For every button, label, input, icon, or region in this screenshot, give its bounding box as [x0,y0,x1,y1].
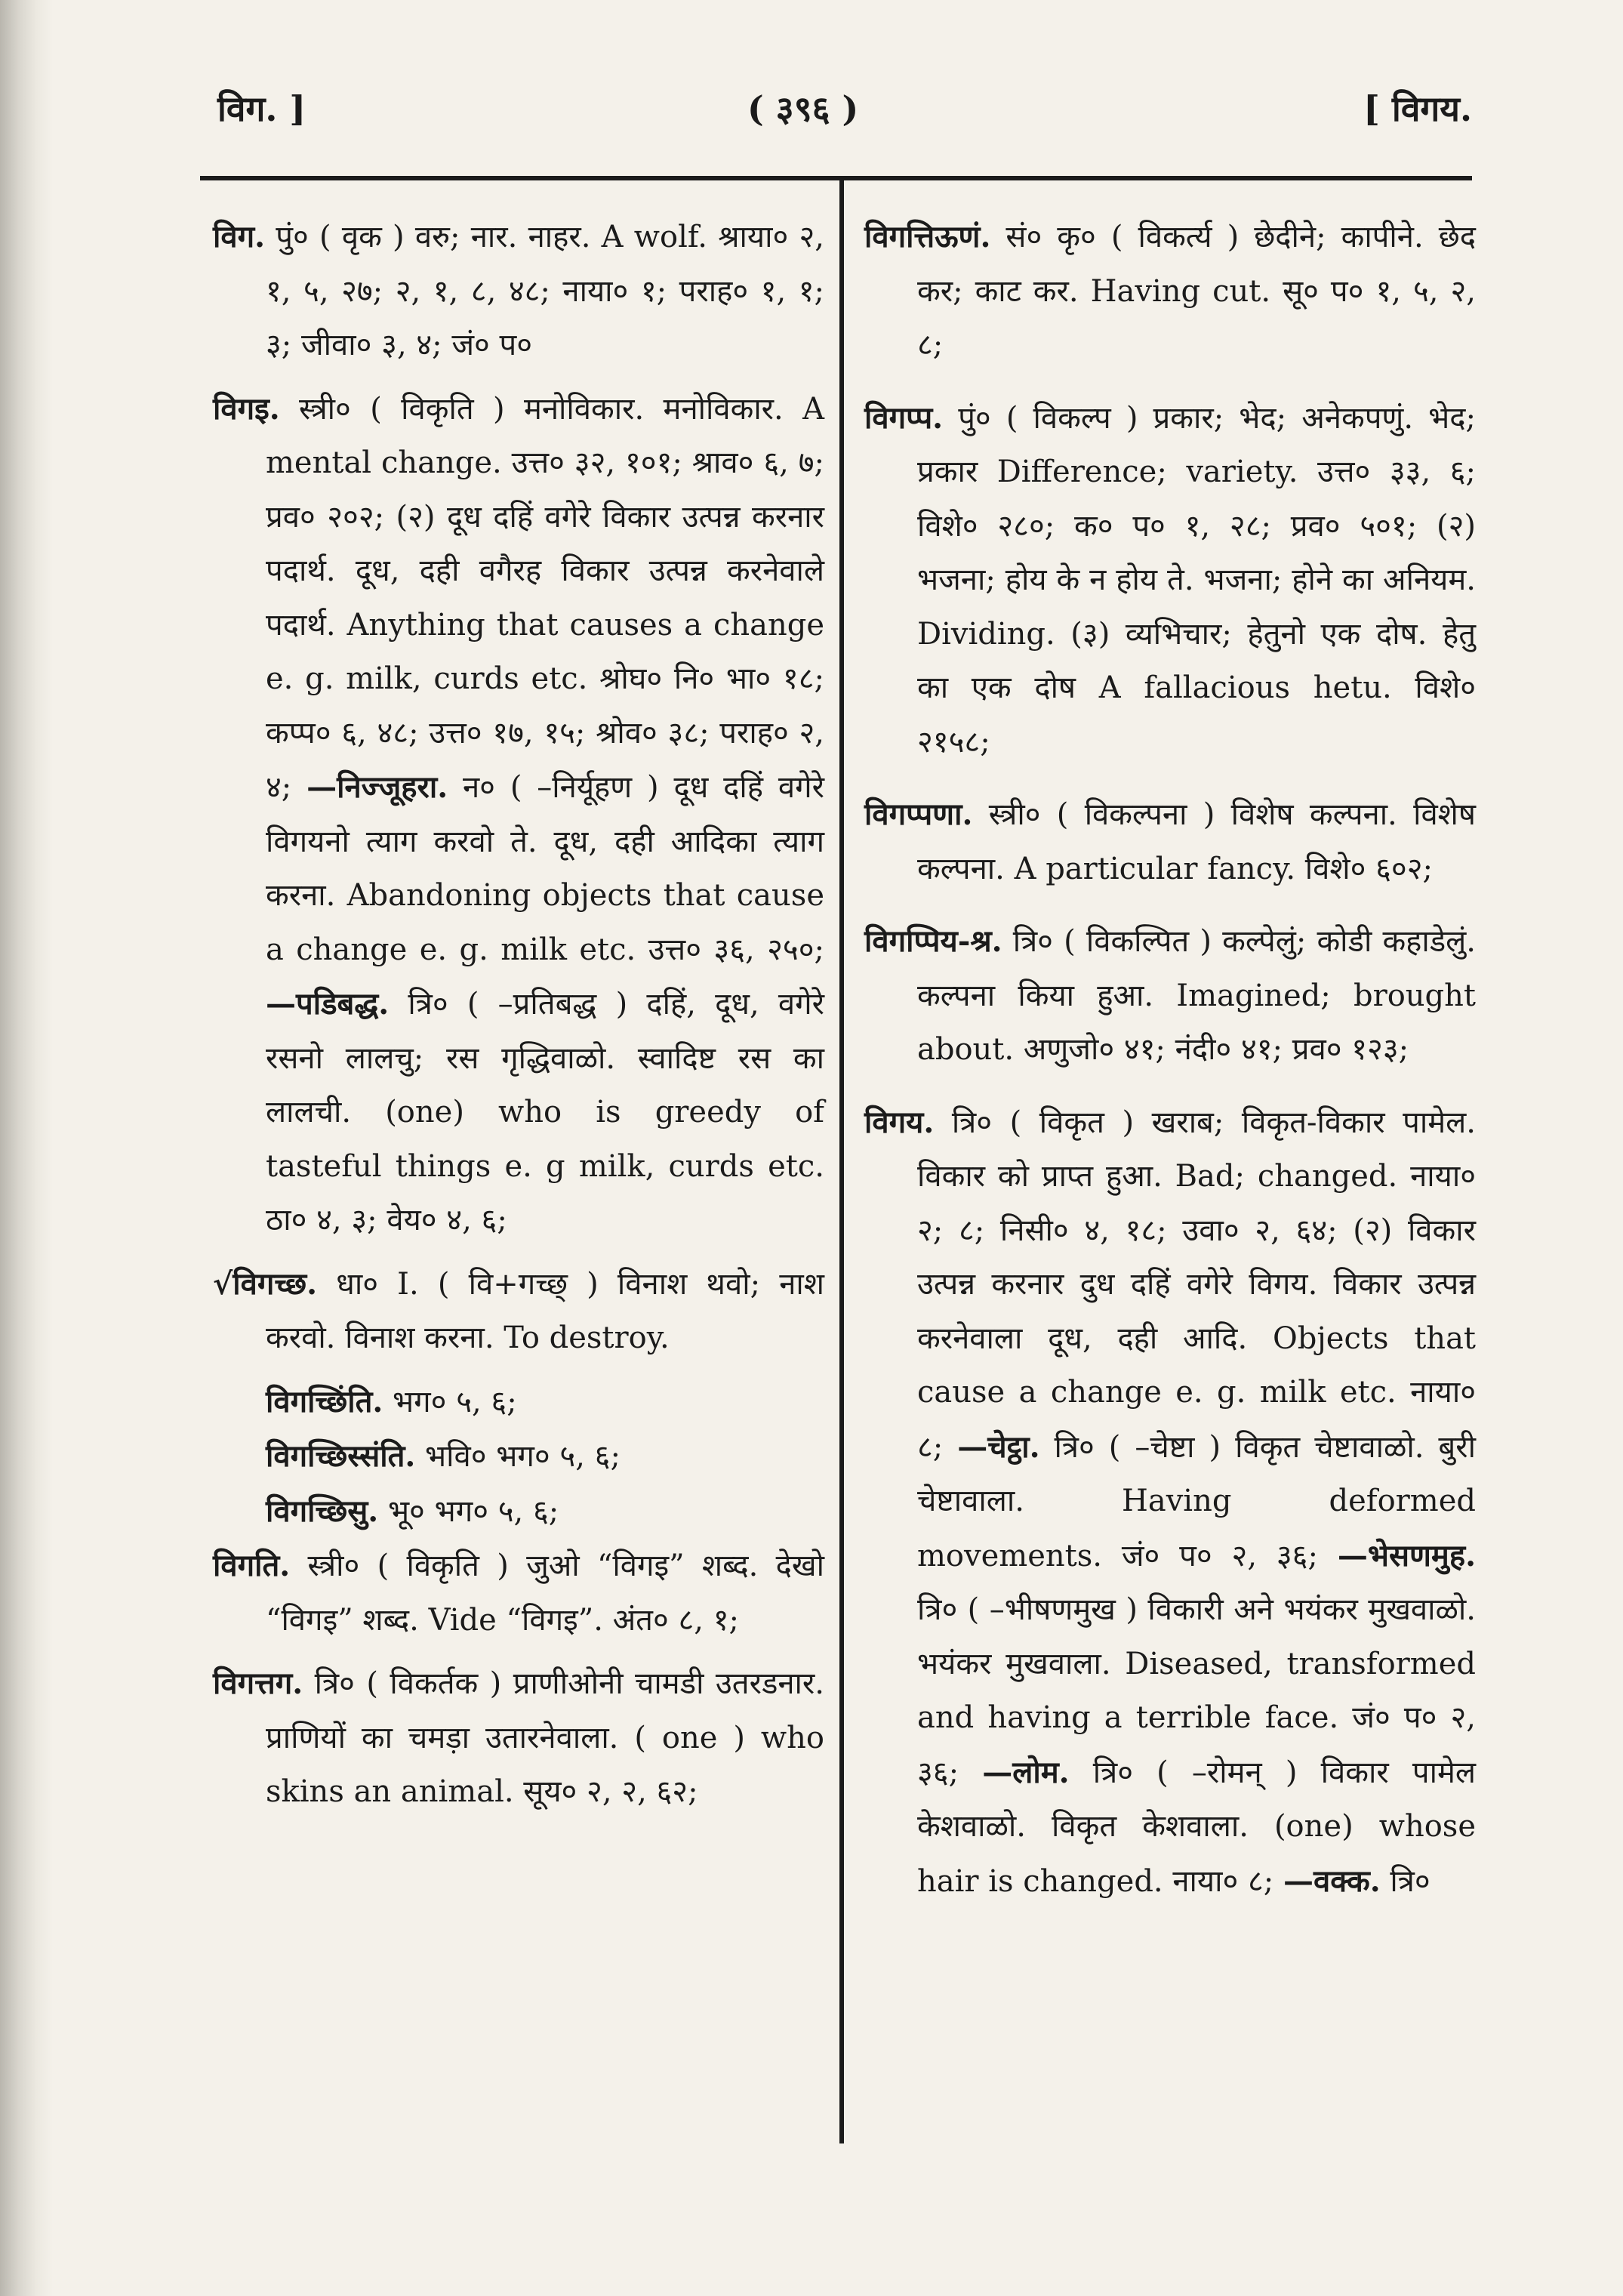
page-number: ( ३९६ ) [747,88,859,129]
definition: त्रि० ( विकल्पित ) कल्पेलुं; कोडी कहाडेलुं. कल्पना किया हुआ. Imagined; brought about. अणुजो० ४१; नंदी० ४१; प्रव० १२३; [917,924,1476,1067]
headword: विग. [213,219,266,254]
headword: विगप्पिय-श्र. [864,923,1002,959]
conjugation-line [266,1484,824,1539]
left-column [213,210,824,1829]
definition: त्रि० ( –चेष्टा ) विकृत चेष्टावाळो. बुरी चेष्टावाला. Having deformed movements. जं० प० २, ३६; [917,1429,1476,1573]
dictionary-entry [864,914,1476,1077]
conjugation-line [266,1375,824,1430]
sub-headword: —पडिबद्ध. [266,986,390,1022]
definition: त्रि० ( विकृत ) खराब; विकृत-विकार पामेल. विकार को प्राप्त हुआ. Bad; changed. नाया० २; ८; निसी० ४, १८; उवा० २, ६४; (२) विकार उत्पन्न करनार दुध दहिं वगेरे विगय. विकार उत्पन्न करनेवाला दूध, दही आदि. Objects that cause a change e. g. milk etc. नाया० ८; [917,1105,1476,1465]
sub-headword: —चेट्ठा. [957,1428,1040,1465]
right-column [864,210,1476,1927]
definition: स्त्री० ( विकृति ) जुओ “विगइ” शब्द. देखो “विगइ” शब्द. Vide “विगइ”. अंत० ८, १; [266,1549,824,1638]
reference: भू० भग० ५, ६; [387,1493,559,1529]
headword: विगप्पणा. [864,797,973,832]
dictionary-entry [864,787,1476,896]
dictionary-entry [213,382,824,1248]
sub-headword: —निज्जूहरा. [306,769,448,805]
running-head-right: [ विगय. [1363,88,1472,129]
dictionary-entry [864,210,1476,373]
conjugation-line [266,1429,824,1484]
definition: त्रि० ( विकर्तक ) प्राणीओनी चामडी उतरडनार. प्राणियों का चमड़ा उतारनेवाला. ( one ) who skins an animal. सूय० २, २, ६२; [266,1666,824,1809]
header-rule [200,176,1472,180]
column-divider [839,180,844,2143]
headword: विगति. [213,1548,291,1583]
reference: भग० ५, ६; [393,1384,517,1419]
definition: धा० I. ( वि+गच्छ् ) विनाश थवो; नाश करवो. विनाश करना. To destroy. [266,1266,824,1355]
definition: त्रि० ( –प्रतिबद्ध ) दहिं, दूध, वगेरे रसनो लालचु; रस गृद्धिवाळो. स्वादिष्ट रस का लालची. (one) who is greedy of tasteful things e. g milk, curds etc. ठा० ४, ३; वेय० ४, ६; [266,987,824,1237]
root-mark: √ [213,1265,233,1302]
definition: त्रि० ( –रोमन् ) विकार पामेल केशवाळो. विकृत केशवाला. (one) whose hair is changed. नाया० ८; [917,1755,1477,1899]
headword: विगय. [864,1104,935,1140]
headword: विगत्तिऊणं. [864,219,991,254]
sub-headword: —लोम. [982,1754,1070,1790]
definition: न० ( –निर्यूहण ) दूध दहिं वगेरे विगयनो त्याग करवो ते. दूध, दही आदिका त्याग करना. Abandoning objects that cause a change e. g. milk etc. उत्त० ३६, २५०; [266,770,824,967]
dictionary-entry [213,1657,824,1820]
dictionary-entry [864,1096,1476,1909]
headword: विगप्प. [864,399,944,436]
definition: स्त्री० ( विकृति ) मनोविकार. मनोविकार. A mental change. उत्त० ३२, १०१; श्राव० ६, ७; प्रव० २०२; (२) दूध दहिं वगेरे विकार उत्पन्न करनार पदार्थ. दूध, दही वगैरह विकार उत्पन्न करनेवाले पदार्थ. Anything that causes a change e. g. milk, curds etc. श्रोघ० नि० भा० १८; कप्प० ६, ४८; उत्त० १७, १५; श्रोव० ३८; पराह० २, ४; [266,391,824,805]
headword: विगच्छ. [233,1265,318,1302]
dictionary-entry [213,1539,824,1647]
conjugated-form: विगच्छिस्संति. [266,1438,416,1474]
sub-headword: —वक्क. [1283,1863,1381,1899]
headword: विगत्तग. [213,1666,303,1701]
dictionary-entry [213,210,824,373]
definition: त्रि० ( –भीषणमुख ) विकारी अने भयंकर मुखवाळो. भयंकर मुखवाला. Diseased, transformed and having a terrible face. जं० प० २, ३६; [917,1592,1476,1790]
sub-headword: —भेसणमुह. [1337,1537,1476,1573]
reference: भवि० भग० ५, ६; [425,1439,621,1474]
dictionary-entry [213,1257,824,1366]
running-head-left: विग. ] [217,88,306,129]
definition: सं० कृ० ( विकर्त्य ) छेदीने; कापीने. छेद कर; काट कर. Having cut. सू० प० १, ५, २, ८; [917,220,1476,362]
conjugated-form: विगच्छिसु. [266,1493,379,1529]
conjugated-form: विगच्छिंति. [266,1383,383,1419]
scan-edge-shadow [0,0,53,2296]
definition: स्त्री० ( विकल्पना ) विशेष कल्पना. विशेष कल्पना. A particular fancy. विशे० ६०२; [917,797,1476,886]
dictionary-entry [864,391,1476,770]
definition: पुं० ( वृक ) वरु; नार. नाहर. A wolf. श्राया० २, १, ५, २७; २, १, ८, ४८; नाया० १; पराह० १, १; ३; जीवा० ३, ४; जं० प० [266,220,825,362]
definition: पुं० ( विकल्प ) प्रकार; भेद; अनेकपणुं. भेद; प्रकार Difference; variety. उत्त० ३३, ६; विशे० २८०; क० प० १, २८; प्रव० ५०१; (२) भजना; होय के न होय ते. भजना; होने का अनियम. Dividing. (३) व्यभिचार; हेतुनो एक दोष. हेतु का एक दोष A fallacious hetu. विशे० २१५८; [917,400,1477,760]
definition: त्रि० [1390,1863,1431,1899]
headword: विगइ. [213,390,280,427]
